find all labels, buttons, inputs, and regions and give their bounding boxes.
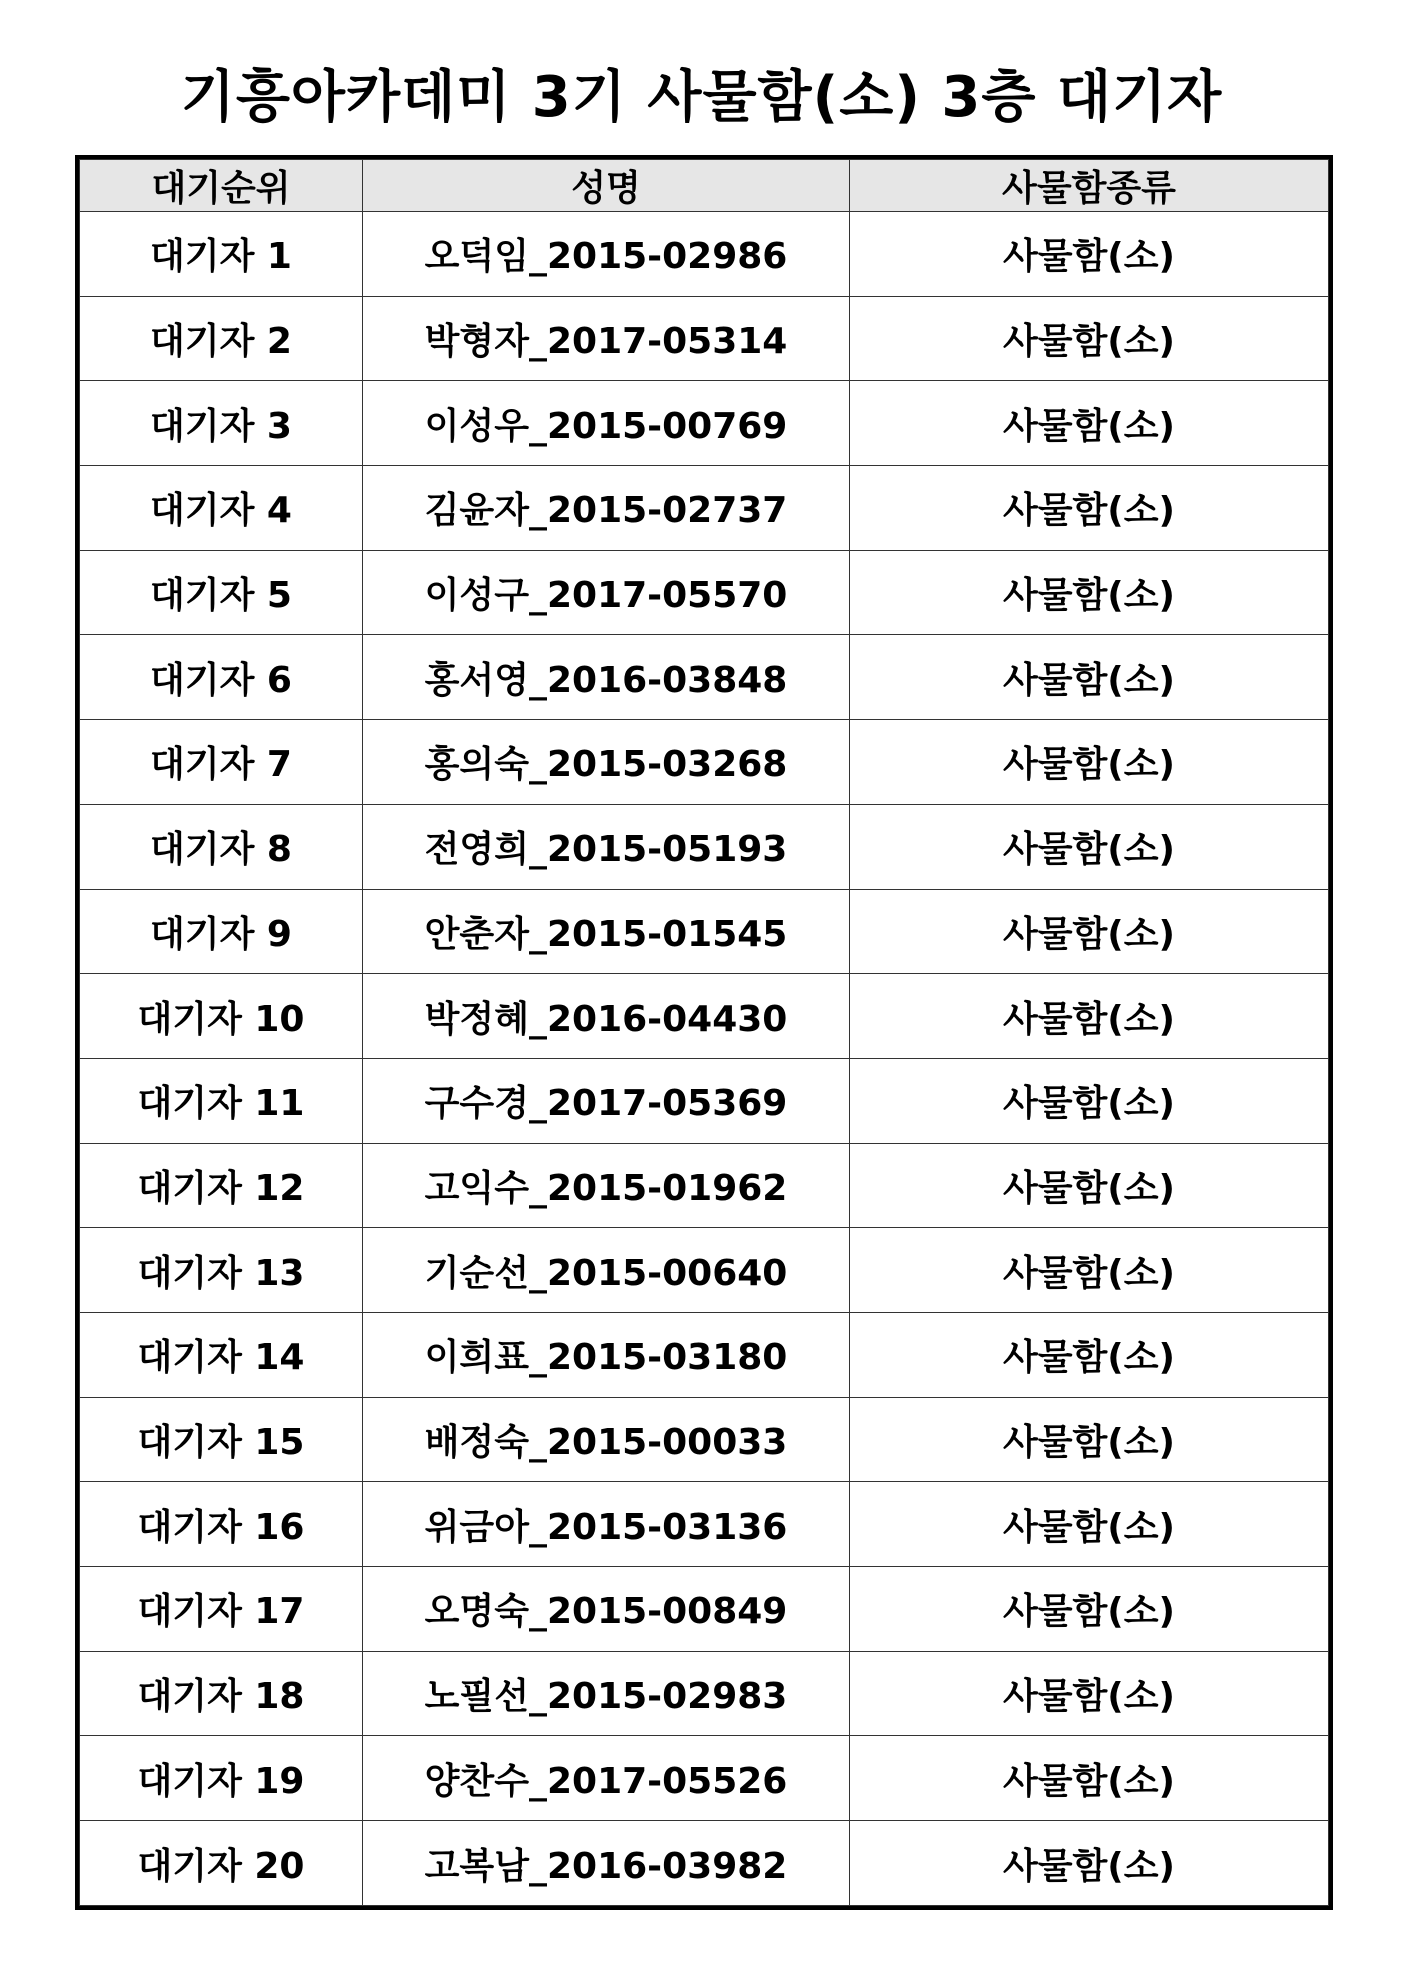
member-name-cell: 노필선_2015-02983 [363, 1651, 850, 1736]
header-locker-type: 사물함종류 [850, 160, 1329, 212]
member-name-cell: 박정혜_2016-04430 [363, 974, 850, 1059]
member-name-cell: 이성구_2017-05570 [363, 550, 850, 635]
member-name-cell: 오덕임_2015-02986 [363, 212, 850, 297]
member-name-cell: 구수경_2017-05369 [363, 1058, 850, 1143]
table-row [80, 1651, 1329, 1736]
locker-type-cell: 사물함(소) [850, 466, 1329, 551]
waitlist-rank-cell: 대기자 11 [80, 1058, 363, 1143]
page-title: 기흥아카데미 3기 사물함(소) 3층 대기자 [180, 65, 1223, 130]
member-name-cell: 배정숙_2015-00033 [363, 1397, 850, 1482]
locker-type-cell: 사물함(소) [850, 1228, 1329, 1313]
table-row [80, 720, 1329, 805]
member-name-cell: 오명숙_2015-00849 [363, 1567, 850, 1652]
member-name-cell: 전영희_2015-05193 [363, 804, 850, 889]
locker-type-cell: 사물함(소) [850, 1821, 1329, 1906]
table-row [80, 974, 1329, 1059]
table-row [80, 1821, 1329, 1906]
waitlist-rank-cell: 대기자 13 [80, 1228, 363, 1313]
locker-type-cell: 사물함(소) [850, 1482, 1329, 1567]
table-row [80, 804, 1329, 889]
member-name-cell: 기순선_2015-00640 [363, 1228, 850, 1313]
table-row [80, 1312, 1329, 1397]
waitlist-rank-cell: 대기자 10 [80, 974, 363, 1059]
locker-type-cell: 사물함(소) [850, 212, 1329, 297]
table-row [80, 550, 1329, 635]
locker-type-cell: 사물함(소) [850, 720, 1329, 805]
waitlist-table-frame [75, 155, 1333, 1910]
waitlist-rank-cell: 대기자 14 [80, 1312, 363, 1397]
locker-type-cell: 사물함(소) [850, 974, 1329, 1059]
locker-type-cell: 사물함(소) [850, 381, 1329, 466]
header-name: 성명 [363, 160, 850, 212]
header-rank: 대기순위 [80, 160, 363, 212]
waitlist-rank-cell: 대기자 4 [80, 466, 363, 551]
table-row [80, 381, 1329, 466]
waitlist-table [79, 159, 1329, 1906]
table-row [80, 296, 1329, 381]
table-row [80, 1143, 1329, 1228]
waitlist-rank-cell: 대기자 9 [80, 889, 363, 974]
member-name-cell: 안춘자_2015-01545 [363, 889, 850, 974]
table-row [80, 1228, 1329, 1313]
member-name-cell: 고복남_2016-03982 [363, 1821, 850, 1906]
locker-type-cell: 사물함(소) [850, 1143, 1329, 1228]
locker-type-cell: 사물함(소) [850, 804, 1329, 889]
waitlist-rank-cell: 대기자 15 [80, 1397, 363, 1482]
table-row [80, 212, 1329, 297]
locker-type-cell: 사물함(소) [850, 1567, 1329, 1652]
waitlist-rank-cell: 대기자 17 [80, 1567, 363, 1652]
table-row [80, 635, 1329, 720]
table-row [80, 889, 1329, 974]
member-name-cell: 김윤자_2015-02737 [363, 466, 850, 551]
table-row [80, 1482, 1329, 1567]
member-name-cell: 홍의숙_2015-03268 [363, 720, 850, 805]
table-row [80, 466, 1329, 551]
table-row [80, 1567, 1329, 1652]
locker-type-cell: 사물함(소) [850, 1312, 1329, 1397]
table-header-row [80, 160, 1329, 212]
waitlist-rank-cell: 대기자 1 [80, 212, 363, 297]
member-name-cell: 양찬수_2017-05526 [363, 1736, 850, 1821]
member-name-cell: 고익수_2015-01962 [363, 1143, 850, 1228]
waitlist-rank-cell: 대기자 7 [80, 720, 363, 805]
member-name-cell: 이성우_2015-00769 [363, 381, 850, 466]
locker-type-cell: 사물함(소) [850, 635, 1329, 720]
locker-type-cell: 사물함(소) [850, 1058, 1329, 1143]
waitlist-rank-cell: 대기자 5 [80, 550, 363, 635]
locker-type-cell: 사물함(소) [850, 889, 1329, 974]
waitlist-rank-cell: 대기자 3 [80, 381, 363, 466]
waitlist-rank-cell: 대기자 8 [80, 804, 363, 889]
locker-type-cell: 사물함(소) [850, 1736, 1329, 1821]
member-name-cell: 이희표_2015-03180 [363, 1312, 850, 1397]
table-row [80, 1397, 1329, 1482]
waitlist-rank-cell: 대기자 2 [80, 296, 363, 381]
member-name-cell: 위금아_2015-03136 [363, 1482, 850, 1567]
waitlist-rank-cell: 대기자 6 [80, 635, 363, 720]
table-body [80, 212, 1329, 1906]
locker-type-cell: 사물함(소) [850, 1651, 1329, 1736]
waitlist-rank-cell: 대기자 20 [80, 1821, 363, 1906]
member-name-cell: 박형자_2017-05314 [363, 296, 850, 381]
locker-type-cell: 사물함(소) [850, 296, 1329, 381]
member-name-cell: 홍서영_2016-03848 [363, 635, 850, 720]
locker-type-cell: 사물함(소) [850, 550, 1329, 635]
waitlist-rank-cell: 대기자 12 [80, 1143, 363, 1228]
waitlist-rank-cell: 대기자 18 [80, 1651, 363, 1736]
table-row [80, 1058, 1329, 1143]
waitlist-rank-cell: 대기자 16 [80, 1482, 363, 1567]
table-row [80, 1736, 1329, 1821]
locker-type-cell: 사물함(소) [850, 1397, 1329, 1482]
waitlist-rank-cell: 대기자 19 [80, 1736, 363, 1821]
